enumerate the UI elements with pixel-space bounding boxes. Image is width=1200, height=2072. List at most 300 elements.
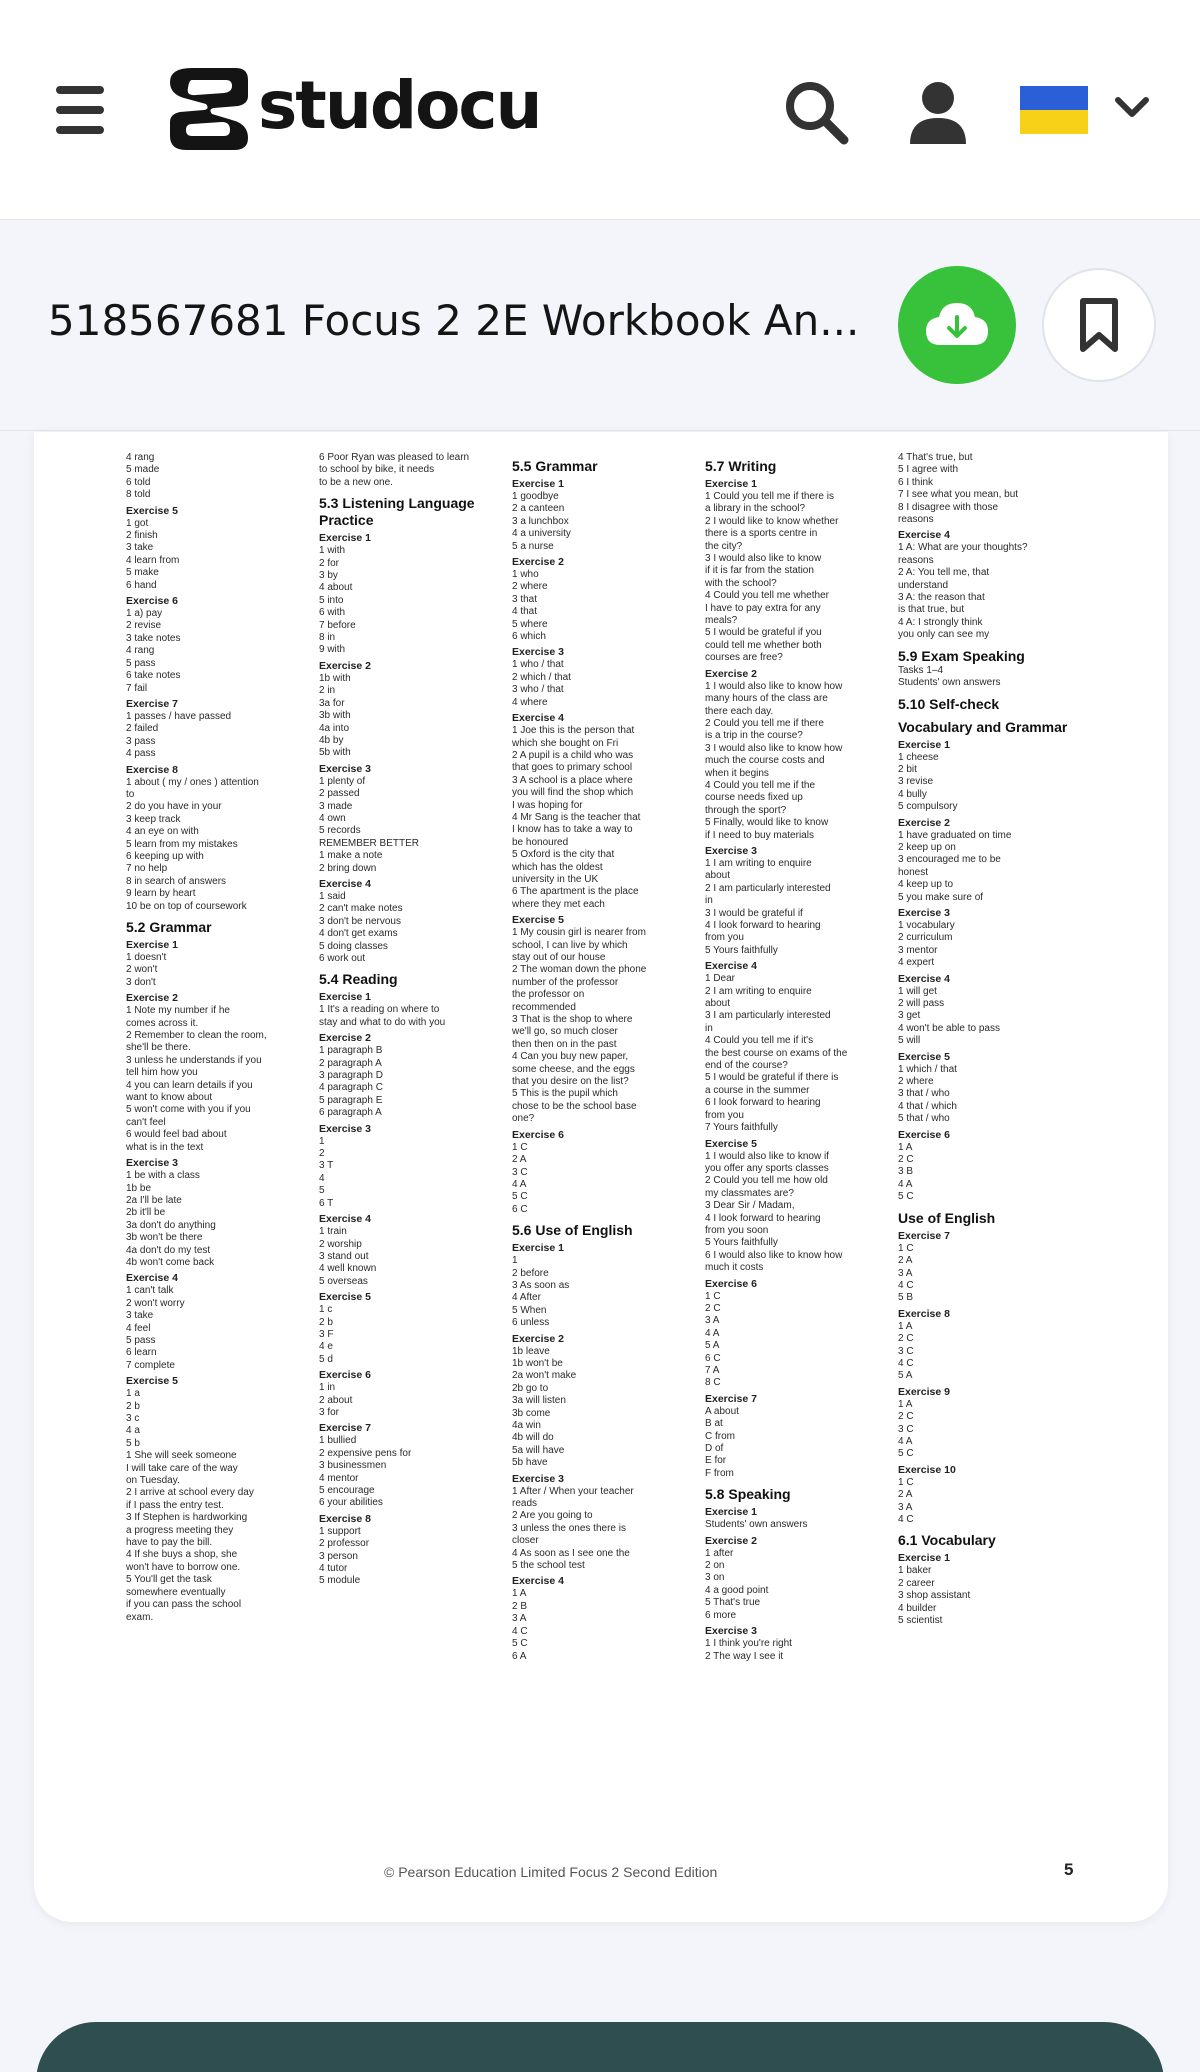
answer-line: 4 won't be able to pass	[898, 1022, 1000, 1034]
answer-line: 3 C	[898, 1345, 914, 1357]
answer-line: 3 mentor	[898, 944, 938, 956]
answer-line: 3 that / who	[898, 1088, 950, 1100]
answer-line: that goes to primary school	[512, 762, 633, 774]
exercise-heading: Exercise 2	[512, 556, 564, 569]
answer-line: 3 A: the reason that	[898, 592, 985, 604]
answer-line: some cheese, and the eggs	[512, 1063, 635, 1075]
answer-line: 4 A	[705, 1327, 720, 1339]
answer-line: 4 After	[512, 1292, 541, 1304]
exercise-heading: Exercise 4	[705, 960, 757, 973]
answer-line: 3 who / that	[512, 684, 564, 696]
answer-line: 4 I look forward to hearing	[705, 1212, 821, 1224]
answer-line: 2 C	[898, 1154, 914, 1166]
answer-line: 2 A	[898, 1255, 913, 1267]
answer-line: 3 A	[512, 1613, 527, 1625]
answer-line: 5 overseas	[319, 1275, 368, 1287]
answer-line: 1 plenty of	[319, 775, 366, 787]
section-heading: 5.4 Reading	[319, 971, 398, 988]
answer-line: exam.	[126, 1611, 154, 1623]
answer-line: 3 take	[126, 1310, 154, 1322]
page-column	[898, 452, 1082, 1842]
answer-line: 5 doing classes	[319, 940, 388, 952]
chevron-down-icon	[1112, 92, 1152, 122]
answer-line: 2 on	[705, 1560, 725, 1572]
answer-line: 2 The woman down the phone	[512, 964, 647, 976]
exercise-heading: Exercise 8	[319, 1512, 371, 1525]
answer-line: 1 passes / have passed	[126, 710, 232, 722]
answer-line: 1 got	[126, 517, 149, 529]
answer-line: 3 paragraph D	[319, 1070, 383, 1082]
exercise-heading: Exercise 1	[512, 1242, 564, 1255]
answer-line: 3 A	[898, 1501, 913, 1513]
answer-line: 3 As soon as	[512, 1279, 570, 1291]
answer-line: 1 I am writing to enquire	[705, 857, 812, 869]
answer-line: 3 take notes	[126, 632, 181, 644]
ukraine-flag-icon	[1020, 86, 1088, 134]
exercise-heading: Exercise 6	[705, 1277, 757, 1290]
answer-line: E for	[705, 1455, 727, 1467]
answer-line: recommended	[512, 1001, 576, 1013]
answer-line: 3 C	[898, 1423, 914, 1435]
answer-line: 1 goodbye	[512, 491, 559, 502]
answer-key-columns	[126, 452, 1096, 1842]
answer-line: 1 vocabulary	[898, 919, 955, 931]
answer-line: there each day.	[705, 705, 774, 717]
answer-line: 5 made	[126, 464, 160, 476]
answer-line: 3 by	[319, 570, 338, 582]
answer-line: 3 T	[319, 1160, 334, 1172]
answer-line: the best course on exams of the	[705, 1047, 848, 1059]
answer-line: 4 Could you tell me if it's	[705, 1035, 814, 1047]
answer-line: 4 own	[319, 812, 346, 824]
answer-line: 8 C	[705, 1377, 721, 1389]
answer-line: 4 That's true, but	[898, 452, 973, 463]
answer-line: 6 learn	[126, 1347, 157, 1359]
answer-line: 4 A	[512, 1178, 527, 1190]
answer-line: 5 into	[319, 594, 344, 606]
answer-line: 1 doesn't	[126, 952, 167, 963]
answer-line: 3b come	[512, 1407, 551, 1419]
answer-line: there is a sports centre in	[705, 528, 818, 540]
answer-line: 5 You'll get the task	[126, 1574, 212, 1586]
answer-line: 5 C	[512, 1191, 528, 1203]
exercise-heading: Exercise 8	[126, 763, 178, 776]
answer-line: 3 person	[319, 1550, 358, 1562]
answer-line: D of	[705, 1443, 724, 1455]
answer-line: 4 don't get exams	[319, 928, 398, 940]
exercise-heading: Exercise 8	[898, 1307, 950, 1320]
answer-line: 1 cheese	[898, 751, 939, 763]
answer-line: 1 I would also like to know if	[705, 1150, 829, 1162]
answer-line: 2 before	[512, 1267, 549, 1279]
answer-line: 2 b	[126, 1400, 140, 1412]
answer-line: 2 finish	[126, 530, 158, 542]
answer-line: 1 C	[705, 1290, 721, 1302]
answer-line: 1 train	[319, 1226, 347, 1238]
document-title: 518567681 Focus 2 2E Workbook An...	[48, 296, 860, 345]
answer-line: 4b by	[319, 734, 344, 746]
exercise-heading: Exercise 2	[512, 1332, 564, 1345]
answer-line: 4a into	[319, 722, 350, 734]
answer-line: 3 That is the shop to where	[512, 1014, 633, 1026]
answer-line: 6 Poor Ryan was pleased to learn	[319, 452, 470, 463]
answer-line: stay out of our house	[512, 952, 606, 963]
bookmark-icon	[1077, 297, 1121, 353]
answer-line: 2 Remember to clean the room,	[126, 1030, 267, 1042]
answer-line: 5 That's true	[705, 1597, 761, 1609]
answer-line: 1 Note my number if he	[126, 1005, 230, 1017]
answer-line: 8 in search of answers	[126, 875, 227, 887]
exercise-heading: Exercise 3	[512, 646, 564, 659]
exercise-heading: Exercise 4	[319, 1213, 371, 1226]
exercise-heading: Exercise 5	[512, 914, 564, 927]
answer-line: 4 tutor	[319, 1563, 348, 1575]
answer-line: 5 pass	[126, 657, 156, 669]
answer-line: 3 take	[126, 542, 154, 554]
answer-line: 2 revise	[126, 620, 162, 632]
answer-line: 2 A	[512, 1154, 527, 1166]
section-heading: 5.10 Self-check	[898, 695, 1000, 712]
answer-line: 1 A	[898, 1320, 913, 1332]
answer-line: the professor on	[512, 989, 585, 1001]
answer-line: 8 in	[319, 632, 336, 644]
answer-line: 4 bully	[898, 788, 927, 800]
exercise-heading: Exercise 6	[319, 1369, 371, 1382]
answer-line: 1 who	[512, 569, 539, 581]
answer-line: 3 on	[705, 1572, 725, 1584]
answer-line: when it begins	[705, 767, 769, 779]
answer-line: 5 encourage	[319, 1485, 375, 1496]
answer-line: 2 won't worry	[126, 1297, 185, 1309]
answer-line: 3 A	[705, 1315, 720, 1327]
answer-line: 1 which / that	[898, 1063, 957, 1075]
answer-line: Students' own answers	[705, 1519, 808, 1531]
answer-line: 3 F	[319, 1328, 334, 1340]
answer-line: 2 I am particularly interested	[705, 882, 831, 894]
answer-line: 2 expensive pens for	[319, 1447, 412, 1459]
answer-line: 7 I see what you mean, but	[898, 489, 1019, 501]
answer-line: 2 A: You tell me, that	[898, 567, 990, 579]
answer-line: 3 unless he understands if you	[126, 1054, 262, 1066]
answer-line: 4 C	[898, 1514, 914, 1525]
answer-line: 1 a) pay	[126, 608, 163, 620]
answer-line: 2 C	[898, 1411, 914, 1423]
answer-line: comes across it.	[126, 1017, 199, 1029]
answer-line: reads	[512, 1498, 538, 1510]
exercise-heading: Exercise 3	[319, 762, 371, 775]
answer-line: 9 learn by heart	[126, 888, 196, 900]
answer-line: 4 C	[512, 1625, 528, 1637]
answer-line: 5 Finally, would like to know	[705, 817, 829, 829]
answer-line: in	[705, 895, 713, 907]
answer-line: 1 C	[898, 1476, 914, 1488]
hamburger-menu-icon[interactable]	[50, 82, 110, 138]
answer-line: 1 I think you're right	[705, 1638, 792, 1650]
answer-line: 3 businessmen	[319, 1460, 387, 1472]
answer-line: to	[126, 788, 135, 800]
answer-line: 2 career	[898, 1577, 935, 1589]
answer-line: 5 make	[126, 567, 159, 579]
answer-line: 2 failed	[126, 723, 159, 735]
answer-line: chose to be the school base	[512, 1100, 637, 1112]
answer-line: 2 C	[898, 1333, 914, 1345]
answer-line: 7 no help	[126, 863, 168, 875]
answer-line: 8 I disagree with those	[898, 501, 999, 513]
answer-line: 4 e	[319, 1341, 333, 1353]
answer-line: 2 B	[512, 1600, 528, 1612]
answer-line: 2 where	[898, 1076, 934, 1088]
answer-line: 2a I'll be late	[126, 1194, 182, 1206]
answer-line: courses are free?	[705, 652, 783, 664]
answer-line: 1 c	[319, 1304, 333, 1316]
answer-line: 2	[319, 1148, 325, 1160]
answer-line: from you	[705, 1109, 744, 1121]
answer-line: we'll go, so much closer	[512, 1026, 618, 1038]
answer-line: 3 unless the ones there is	[512, 1522, 626, 1534]
answer-line: university in the UK	[512, 873, 599, 885]
answer-line: 2 about	[319, 1394, 353, 1406]
answer-line: 5 compulsory	[898, 801, 958, 813]
answer-line: 4 about	[319, 582, 353, 594]
answer-line: 5b have	[512, 1457, 548, 1469]
exercise-heading: Exercise 3	[319, 1122, 371, 1135]
answer-line: from you soon	[705, 1224, 769, 1236]
answer-line: 4 keep up to	[898, 879, 954, 891]
search-icon[interactable]	[782, 78, 852, 148]
answer-line: be honoured	[512, 836, 569, 848]
answer-line: a library in the school?	[705, 503, 806, 515]
exercise-heading: Exercise 5	[319, 1291, 371, 1304]
exercise-heading: Exercise 4	[898, 972, 950, 985]
exercise-heading: Exercise 6	[512, 1128, 564, 1141]
answer-line: 6 I would also like to know how	[705, 1249, 843, 1261]
answer-line: Students' own answers	[898, 677, 1001, 689]
exercise-heading: Exercise 4	[512, 1575, 564, 1588]
answer-line: 5 paragraph E	[319, 1094, 383, 1106]
answer-line: 7 Yours faithfully	[705, 1122, 778, 1134]
answer-line: 3a don't do anything	[126, 1219, 216, 1231]
answer-line: Tasks 1–4	[898, 664, 944, 676]
answer-line: 1 She will seek someone	[126, 1450, 237, 1462]
user-icon[interactable]	[906, 78, 970, 148]
answer-line: from you	[705, 932, 744, 944]
answer-line: 1 Dear	[705, 973, 736, 985]
exercise-heading: Exercise 10	[898, 1463, 956, 1476]
answer-line: 5 won't come with you if you	[126, 1104, 251, 1116]
answer-line: 4 A	[898, 1178, 913, 1190]
answer-line: a progress meeting they	[126, 1524, 234, 1536]
answer-line: 5 b	[126, 1437, 140, 1449]
answer-line: 4 mentor	[319, 1472, 359, 1484]
answer-line: 2 Are you going to	[512, 1510, 593, 1522]
answer-line: 2 A	[898, 1489, 913, 1501]
page-footer: © Pearson Education Limited Focus 2 Second Edition	[384, 1864, 718, 1880]
answer-line: 1 A	[898, 1141, 913, 1153]
answer-line: 2 b	[319, 1316, 333, 1328]
exercise-heading: Exercise 1	[319, 991, 371, 1004]
exercise-heading: Exercise 4	[898, 529, 950, 542]
answer-line: 4 where	[512, 696, 548, 708]
answer-line: 3 If Stephen is hardworking	[126, 1512, 248, 1524]
language-selector[interactable]	[1020, 82, 1160, 142]
exercise-heading: Exercise 5	[126, 504, 178, 517]
answer-line: about	[705, 870, 731, 882]
answer-line: 6 paragraph A	[319, 1107, 382, 1119]
answer-line: 4b won't come back	[126, 1256, 215, 1268]
answer-line: have to pay the bill.	[126, 1537, 213, 1549]
answer-line: what is in the text	[126, 1141, 204, 1153]
answer-line: then then on in the past	[512, 1038, 617, 1050]
download-button[interactable]	[898, 266, 1016, 384]
answer-line: 5 the school test	[512, 1560, 585, 1572]
exercise-heading: Exercise 3	[705, 1625, 757, 1638]
answer-line: 2 worship	[319, 1238, 362, 1250]
answer-line: 6 your abilities	[319, 1497, 383, 1509]
answer-line: 5 When	[512, 1304, 547, 1316]
answer-line: I will take care of the way	[126, 1462, 238, 1474]
exercise-heading: Exercise 9	[898, 1385, 950, 1398]
answer-line: 4 Could you tell me if the	[705, 779, 816, 791]
exercise-heading: Exercise 3	[126, 1157, 178, 1170]
answer-line: 4 you can learn details if you	[126, 1079, 253, 1091]
answer-line: 2 Could you tell me if there	[705, 717, 824, 729]
answer-line: 2 C	[705, 1302, 721, 1314]
answer-line: 2 passed	[319, 788, 360, 800]
answer-line: 3 A school is a place where	[512, 774, 633, 786]
answer-line: 4 a	[126, 1425, 140, 1437]
section-heading: 5.9 Exam Speaking	[898, 647, 1025, 664]
answer-line: in	[705, 1022, 713, 1034]
answer-line: 5 C	[898, 1191, 914, 1203]
answer-line: 4	[319, 1172, 325, 1184]
exercise-heading: Exercise 1	[705, 478, 757, 490]
exercise-heading: Exercise 3	[512, 1472, 564, 1485]
answer-line: I have to pay extra for any	[705, 602, 821, 614]
answer-line: that you desire on the list?	[512, 1076, 629, 1088]
answer-line: 4b will do	[512, 1432, 554, 1444]
section-heading: 5.5 Grammar	[512, 458, 598, 474]
answer-line: end of the course?	[705, 1060, 788, 1072]
exercise-heading: Exercise 2	[319, 1032, 371, 1045]
answer-line: tell him how you	[126, 1067, 198, 1079]
answer-line: 3 keep track	[126, 813, 181, 825]
answer-line: 6 told	[126, 476, 151, 488]
answer-line: 2 I arrive at school every day	[126, 1487, 254, 1499]
answer-line: 1 make a note	[319, 850, 383, 862]
answer-line: 6 keeping up with	[126, 850, 204, 862]
answer-line: 6 A	[512, 1650, 527, 1662]
answer-line: 3 c	[126, 1413, 140, 1424]
answer-line: 6 more	[705, 1609, 737, 1621]
answer-line: somewhere eventually	[126, 1586, 226, 1598]
answer-line: I know has to take a way to	[512, 824, 633, 836]
answer-line: on Tuesday.	[126, 1475, 180, 1487]
answer-line: 5 I would be grateful if there is	[705, 1072, 839, 1084]
answer-line: 4 A: I strongly think	[898, 616, 983, 628]
answer-line: many hours of the class are	[705, 693, 828, 705]
answer-line: 4 Can you buy new paper,	[512, 1051, 629, 1063]
answer-line: 5 C	[512, 1638, 528, 1650]
answer-line: 5 module	[319, 1575, 361, 1587]
exercise-heading: Exercise 4	[512, 712, 564, 725]
page-column	[705, 452, 889, 1842]
answer-line: 2 can't make notes	[319, 903, 403, 915]
answer-line: can't feel	[126, 1116, 166, 1128]
exercise-heading: Exercise 7	[705, 1392, 757, 1405]
page-column	[126, 452, 310, 1842]
answer-line: 6 I think	[898, 476, 934, 488]
exercise-heading: Exercise 5	[126, 1375, 178, 1388]
answer-line: 1 have graduated on time	[898, 829, 1012, 841]
bookmark-button[interactable]	[1042, 268, 1156, 382]
answer-line: 6 The apartment is the place	[512, 886, 639, 898]
answer-line: 2 curriculum	[898, 932, 953, 944]
answer-line: 4 paragraph C	[319, 1082, 383, 1094]
answer-line: understand	[898, 579, 949, 591]
answer-line: 1 My cousin girl is nearer from	[512, 927, 646, 939]
answer-line: 4 C	[898, 1357, 914, 1369]
answer-line: 1 Could you tell me if there is	[705, 491, 834, 502]
answer-line: 1 C	[898, 1242, 914, 1254]
answer-line: 2 professor	[319, 1538, 370, 1550]
answer-line: reasons	[898, 554, 934, 566]
answer-line: 5 will	[898, 1035, 921, 1047]
exercise-heading: Exercise 7	[126, 697, 178, 710]
answer-line: 1	[512, 1255, 518, 1267]
answer-line: 5 that / who	[898, 1113, 950, 1125]
exercise-heading: Exercise 1	[512, 478, 564, 490]
section-heading: Vocabulary and Grammar	[898, 718, 1068, 735]
answer-line: to be a new one.	[319, 476, 393, 488]
answer-line: 4 well known	[319, 1263, 377, 1275]
answer-line: 2 The way I see it	[705, 1650, 784, 1662]
answer-line: 5 d	[319, 1353, 333, 1365]
answer-line: 4 I look forward to hearing	[705, 920, 821, 931]
section-heading: 5.6 Use of English	[512, 1222, 633, 1239]
answer-line: 2b go to	[512, 1382, 549, 1394]
answer-line: 1 A: What are your thoughts?	[898, 542, 1028, 554]
answer-line: course needs fixed up	[705, 792, 803, 804]
studocu-logo[interactable]	[162, 62, 541, 154]
answer-line: 6 C	[512, 1203, 528, 1215]
answer-line: 5 This is the pupil which	[512, 1088, 618, 1100]
answer-line: school, I can live by which	[512, 939, 628, 951]
answer-line: 3 that	[512, 593, 538, 605]
answer-line: 3 encouraged me to be	[898, 854, 1001, 866]
answer-line: a course in the summer	[705, 1084, 810, 1096]
answer-line: 4 that / which	[898, 1100, 957, 1112]
answer-line: number of the professor	[512, 976, 619, 988]
answer-line: 3b with	[319, 710, 351, 722]
answer-line: my classmates are?	[705, 1187, 794, 1199]
answer-line: won't have to borrow one.	[126, 1561, 241, 1573]
answer-line: 5a will have	[512, 1444, 565, 1456]
answer-line: 2 which / that	[512, 671, 571, 683]
answer-line: 4 If she buys a shop, she	[126, 1549, 238, 1561]
studocu-logo-icon	[162, 62, 254, 154]
answer-line: 9 with	[319, 644, 346, 656]
answer-line: 6 would feel bad about	[126, 1129, 227, 1141]
answer-line: you will find the shop which	[512, 787, 634, 799]
top-navigation-bar	[0, 0, 1200, 220]
exercise-heading: Exercise 4	[319, 877, 371, 890]
answer-line: 1 support	[319, 1525, 361, 1537]
answer-line: 6 which	[512, 631, 546, 643]
answer-line: REMEMBER BETTER	[319, 837, 420, 849]
answer-line: 3 Dear Sir / Madam,	[705, 1200, 795, 1212]
exercise-heading: Exercise 2	[126, 992, 178, 1005]
answer-line: 3 B	[898, 1166, 914, 1178]
